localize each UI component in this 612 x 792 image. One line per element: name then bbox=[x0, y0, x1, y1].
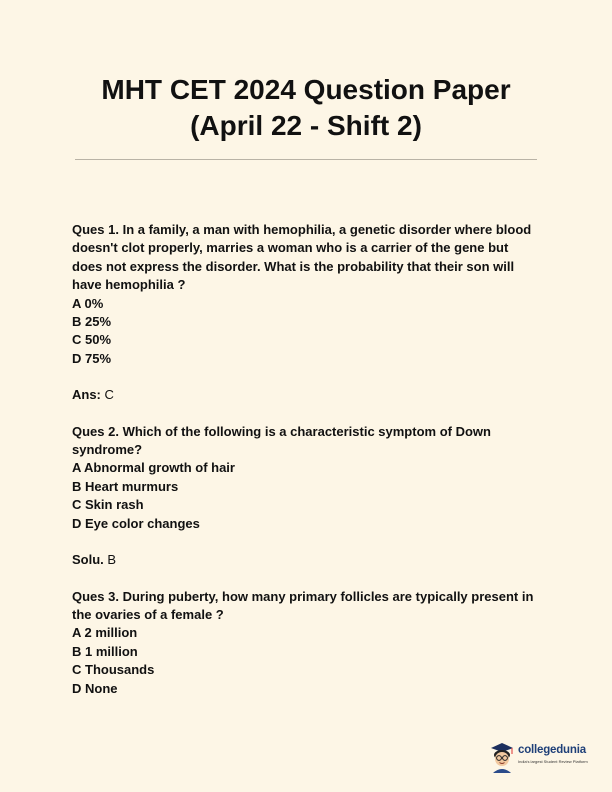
answer-label: Ans: bbox=[72, 387, 101, 403]
brand-tagline: India's largest Student Review Platform bbox=[518, 759, 588, 764]
option-b: B Heart murmurs bbox=[72, 478, 179, 494]
option-a: A 0% bbox=[72, 295, 104, 311]
option-c: C 50% bbox=[72, 332, 112, 348]
student-mascot-icon bbox=[488, 741, 516, 773]
collegedunia-logo[interactable] bbox=[488, 741, 600, 775]
title-line-2: (April 22 - Shift 2) bbox=[190, 110, 422, 141]
solution bbox=[72, 551, 542, 569]
option-d: D None bbox=[72, 680, 118, 696]
question-text: Ques 2. Which of the following is a characteristic symptom of Down syndrome? bbox=[72, 423, 491, 458]
question-2 bbox=[72, 423, 542, 570]
brand-name: collegedunia bbox=[518, 744, 586, 756]
question-1 bbox=[72, 221, 542, 405]
option-a: A 2 million bbox=[72, 625, 138, 641]
option-c: C Thousands bbox=[72, 662, 155, 678]
question-3 bbox=[72, 588, 542, 698]
question-text: Ques 1. In a family, a man with hemophilia, a genetic disorder where blood doesn't clot properly, marries a woman who is a carrier of the gene but does not express the disorder. What is the probability that their son will have hemophilia ? bbox=[72, 222, 532, 293]
option-b: B 1 million bbox=[72, 643, 138, 659]
option-a: A Abnormal growth of hair bbox=[72, 460, 235, 476]
title-divider bbox=[75, 159, 537, 160]
option-c: C Skin rash bbox=[72, 497, 144, 513]
option-d: D 75% bbox=[72, 350, 112, 366]
solution-label: Solu. bbox=[72, 552, 104, 568]
answer-value: C bbox=[104, 387, 114, 403]
question-list bbox=[72, 221, 542, 698]
question-text: Ques 3. During puberty, how many primary follicles are typically present in the ovaries of a female ? bbox=[72, 588, 534, 622]
solution-value: B bbox=[107, 552, 117, 568]
title-line-1: MHT CET 2024 Question Paper bbox=[101, 74, 511, 105]
page-title bbox=[0, 72, 612, 144]
option-b: B 25% bbox=[72, 314, 112, 330]
answer bbox=[72, 386, 542, 404]
option-d: D Eye color changes bbox=[72, 515, 200, 531]
